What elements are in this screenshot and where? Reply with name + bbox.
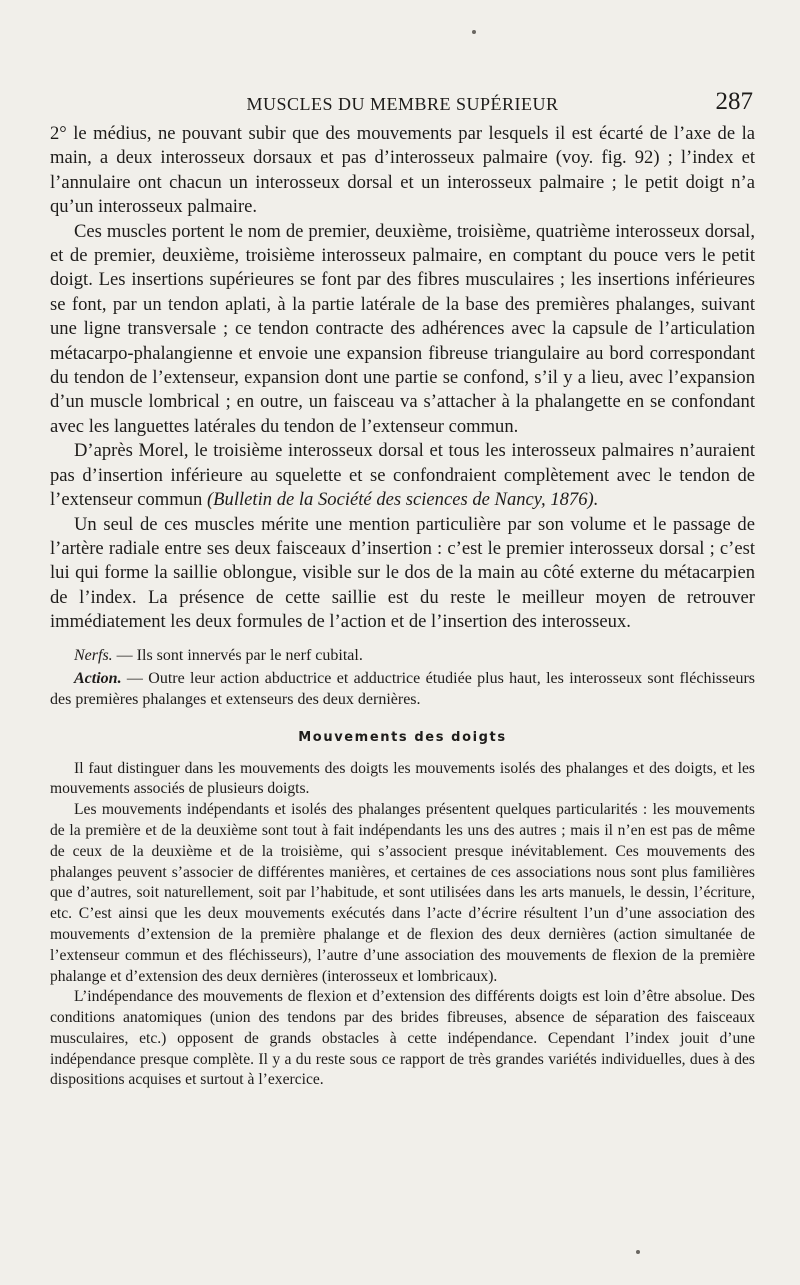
running-head: [50, 88, 755, 122]
print-speck-top: [472, 30, 476, 34]
action-paragraph: [50, 668, 755, 710]
action-text: — Outre leur action abductrice et adductrice étudiée plus haut, les interosseux sont fléchisseurs des premières phalanges et extenseurs des deux dernières.: [50, 669, 755, 708]
print-speck-bottom: [636, 1250, 640, 1254]
nerfs-label: Nerfs.: [74, 646, 113, 664]
section-heading: Mouvements des doigts: [298, 729, 507, 745]
paragraph-3-text: D’après Morel, le troisième interosseux dorsal et tous les interosseux palmaires n’auraient pas d’insertion inférieure au squelette et se confondraient complètement avec le tendon de l’extenseur commun: [50, 440, 755, 511]
paragraph-4: Un seul de ces muscles mérite une mention particulière par son volume et le passage de l’artère radiale entre ses deux faisceaux d’insertion : c’est le premier interosseux dorsal ; c’est lui qui forme la saillie oblongue, visible sur le dos de la main au côté externe du métacarpien de l’index. La présence de cette saillie est du reste le meilleur moyen de retrouver immédiatement les deux formules de l’action et de l’insertion des interosseux.: [50, 513, 755, 633]
paragraph-2: Ces muscles portent le nom de premier, deuxième, troisième, quatrième interosseux dorsal, et de premier, deuxième, troisième interosseux palmaire, en comptant du pouce vers le petit doigt. Les insertions supérieures se font par des fibres musculaires ; les insertions inférieures se font, par un tendon aplati, à la partie latérale de la base des premières phalanges, suivant une ligne transversale ; ce tendon contracte des adhérences avec la capsule de l’articulation métacarpo-phalangienne et envoie une expansion fibreuse triangulaire au bord correspondant du tendon de l’extenseur, expansion dont une partie se confond, s’il y a lieu, avec l’expansion d’un muscle lombrical ; en outre, un faisceau va s’attacher à la phalangette en se confondant avec les languettes latérales du tendon de l’extenseur commun.: [50, 220, 755, 437]
main-text: [50, 122, 755, 635]
section-paragraph-3: L’indépendance des mouvements de flexion et d’extension des différents doigts est loin d’être absolue. Des conditions anatomiques (union des tendons par des brides fibreuses, absence de séparation des faisceaux musculaires, etc.) opposent de grands obstacles à cette indépendance. Cependant l’index jouit d’une indépendance presque complète. Il y a du reste sous ce rapport de très grandes variétés individuelles, dues à des dispositions acquises et surtout à l’exercice.: [50, 988, 755, 1089]
section-text: [50, 759, 755, 1092]
nerfs-paragraph: [50, 645, 755, 666]
notes-block: [50, 645, 755, 710]
nerfs-text: — Ils sont innervés par le nerf cubital.: [112, 646, 363, 664]
section-paragraph-1: Il faut distinguer dans les mouvements des doigts les mouvements isolés des phalanges et des doigts, et les mouvements associés de plusieurs doigts.: [50, 759, 755, 798]
section-paragraph-2: Les mouvements indépendants et isolés des phalanges présentent quelques particularités : les mouvements de la première et de la deuxième sont tout à fait indépendants les uns des autres ; mais il n’en est pas de même de ceux de la deuxième et de la troisième, qui s’associent presque inévitablement. Ces mouvements des phalanges peuvent s’associer de différentes manières, et certaines de ces associations nous sont plus familières que d’autres, soit naturellement, soit par l’habitude, et sont utilisées dans les arts manuels, le dessin, l’écriture, etc. C’est ainsi que les deux mouvements exécutés dans l’acte d’écrire résultent l’un d’une association des mouvements d’extension de la première phalange et de flexion des deux dernières (action simultanée de l’extenseur commun et des fléchisseurs), l’autre d’une association des mouvements de flexion de la première phalange et d’extension des deux dernières (interosseux et lombricaux).: [50, 801, 755, 985]
running-title: MUSCLES DU MEMBRE SUPÉRIEUR: [246, 94, 559, 114]
citation: (Bulletin de la Société des sciences de Nancy, 1876).: [206, 489, 599, 511]
paragraph-3: [50, 439, 755, 512]
paragraph-1: 2° le médius, ne pouvant subir que des mouvements par lesquels il est écarté de l’axe de la main, a deux interosseux dorsaux et pas d’interosseux palmaire (voy. fig. 92) ; l’index et l’annulaire ont chacun un interosseux dorsal et un interosseux palmaire ; le petit doigt n’a qu’un interosseux palmaire.: [50, 123, 755, 218]
action-label: Action.: [74, 669, 122, 687]
page-number: 287: [715, 88, 753, 115]
book-page: [50, 88, 755, 1091]
